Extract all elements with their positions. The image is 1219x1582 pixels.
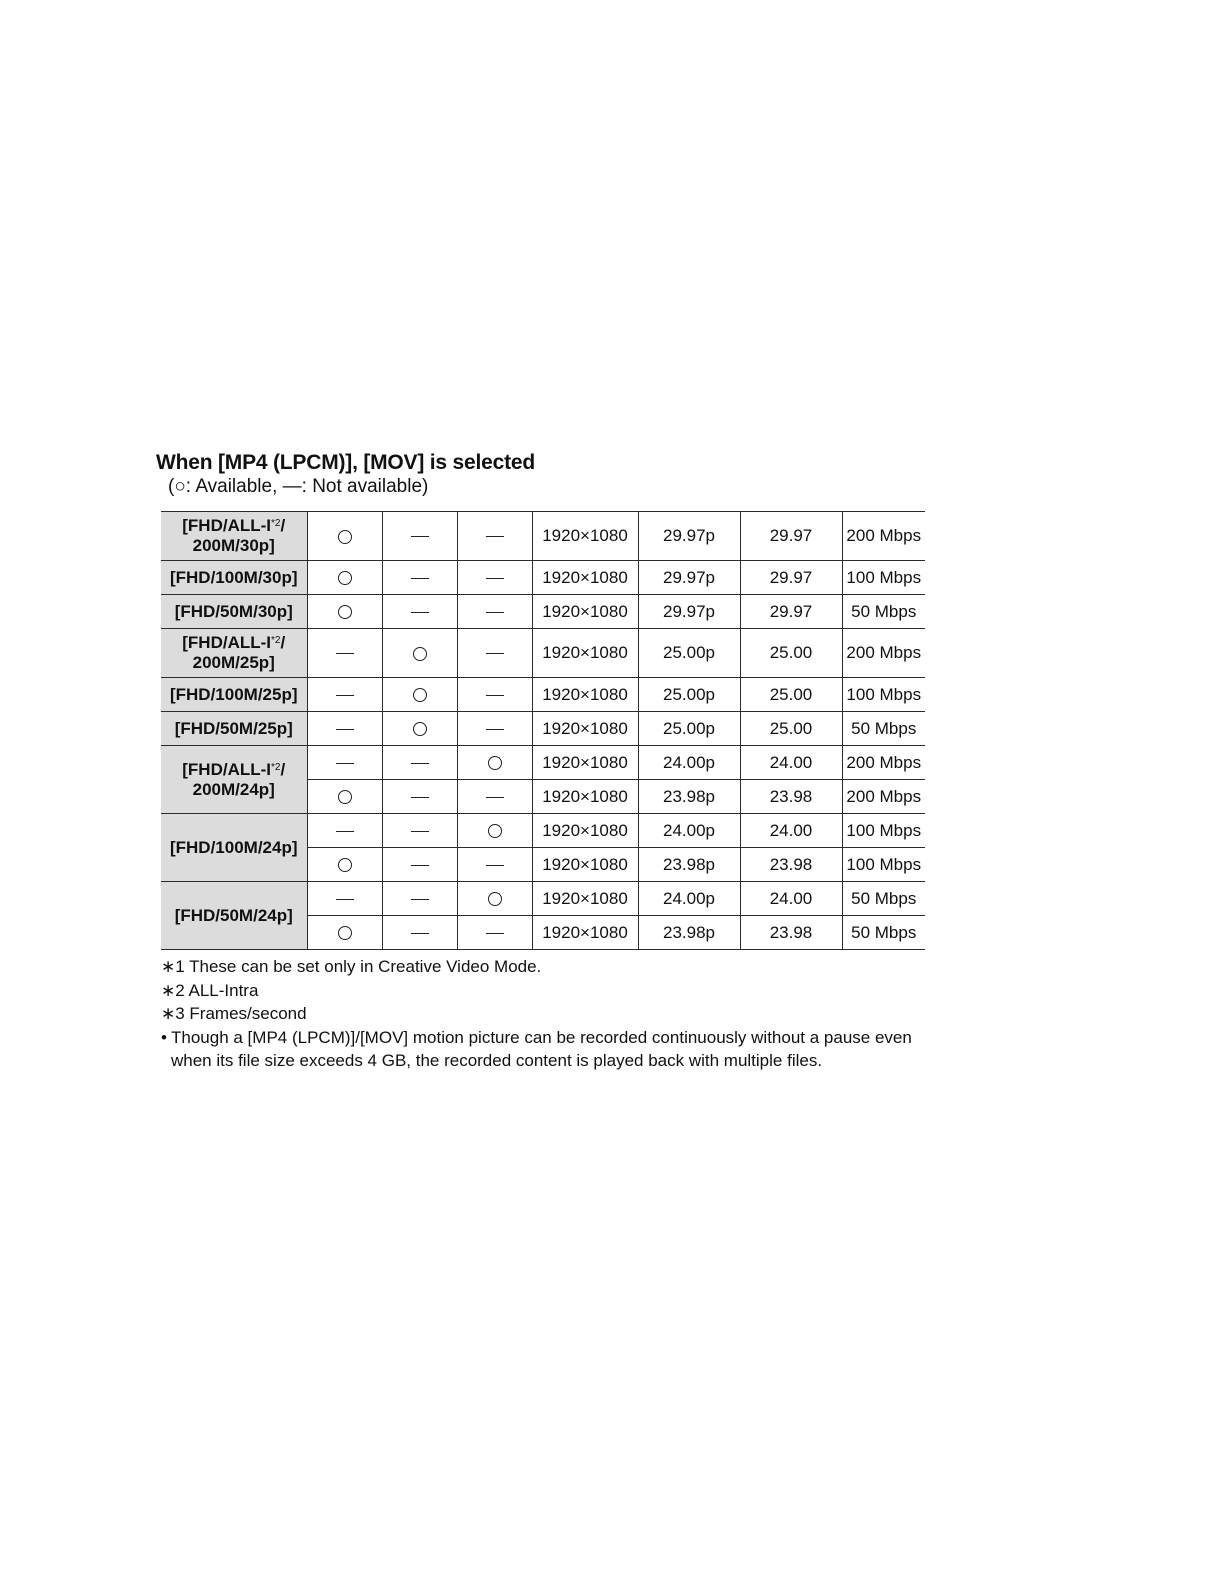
format-name-cell <box>161 678 307 712</box>
available-icon <box>338 926 352 940</box>
bitrate-cell: 200 Mbps <box>842 780 925 814</box>
available-icon <box>413 647 427 661</box>
not-available-icon <box>411 763 429 764</box>
available-icon <box>413 688 427 702</box>
format-name: [FHD/50M/25p] <box>174 718 293 738</box>
table-row <box>161 561 925 595</box>
availability-cell-2 <box>382 512 457 561</box>
fps-cell: 23.98 <box>740 916 842 950</box>
not-available-icon <box>486 695 504 696</box>
fps-cell: 24.00 <box>740 882 842 916</box>
availability-cell-2 <box>382 814 457 848</box>
format-name: [FHD/100M/30p] <box>169 567 298 587</box>
frame-rate-cell: 25.00p <box>638 629 740 678</box>
bitrate-cell: 100 Mbps <box>842 814 925 848</box>
availability-cell-3 <box>457 712 532 746</box>
format-name-cell <box>161 746 307 814</box>
not-available-icon <box>411 899 429 900</box>
recording-spec-table <box>161 511 925 950</box>
frame-rate-cell: 23.98p <box>638 780 740 814</box>
not-available-icon <box>486 729 504 730</box>
available-icon <box>338 858 352 872</box>
table-body <box>161 512 925 950</box>
frame-rate-cell: 25.00p <box>638 678 740 712</box>
resolution-cell: 1920×1080 <box>532 746 638 780</box>
not-available-icon <box>411 612 429 613</box>
table-row <box>161 512 925 561</box>
available-icon <box>413 722 427 736</box>
fps-cell: 29.97 <box>740 561 842 595</box>
bitrate-cell: 200 Mbps <box>842 629 925 678</box>
availability-cell-1 <box>307 629 382 678</box>
table-row <box>161 629 925 678</box>
format-name-rate: 200M/25p] <box>192 653 275 672</box>
table-row <box>161 595 925 629</box>
availability-cell-3 <box>457 814 532 848</box>
not-available-icon <box>336 729 354 730</box>
availability-cell-1 <box>307 712 382 746</box>
availability-cell-3 <box>457 595 532 629</box>
format-name-cell <box>161 629 307 678</box>
format-name: [FHD/50M/24p] <box>174 905 293 925</box>
symbol-legend: (○: Available, —: Not available) <box>168 476 429 497</box>
availability-cell-1 <box>307 848 382 882</box>
availability-cell-1 <box>307 561 382 595</box>
fps-cell: 24.00 <box>740 746 842 780</box>
format-name: [FHD/50M/30p] <box>174 601 293 621</box>
bitrate-cell: 100 Mbps <box>842 848 925 882</box>
frame-rate-cell: 23.98p <box>638 916 740 950</box>
bullet-note-text: Though a [MP4 (LPCM)]/[MOV] motion picture can be recorded continuously without a pause even when its file size exceeds 4 GB, the recorded content is played back with multiple files. <box>171 1027 912 1070</box>
not-available-icon <box>336 653 354 654</box>
format-name-cell <box>161 882 307 950</box>
resolution-cell: 1920×1080 <box>532 678 638 712</box>
available-icon <box>338 571 352 585</box>
footnote-ref: *2 <box>271 518 281 529</box>
footnote-ref: *2 <box>271 761 281 773</box>
format-name-sep: / <box>280 759 286 779</box>
availability-cell-1 <box>307 916 382 950</box>
not-available-icon <box>486 653 504 654</box>
format-name: [FHD/ALL-I <box>182 516 272 535</box>
fps-cell: 25.00 <box>740 712 842 746</box>
fps-cell: 25.00 <box>740 629 842 678</box>
not-available-icon <box>411 933 429 934</box>
bitrate-cell: 100 Mbps <box>842 678 925 712</box>
format-name-cell <box>161 595 307 629</box>
not-available-icon <box>336 899 354 900</box>
table-row <box>161 746 925 780</box>
not-available-icon <box>411 865 429 866</box>
frame-rate-cell: 24.00p <box>638 814 740 848</box>
availability-cell-1 <box>307 678 382 712</box>
bitrate-cell: 50 Mbps <box>842 882 925 916</box>
footnote-3: ∗3 Frames/second <box>161 1004 307 1023</box>
table-row <box>161 814 925 848</box>
availability-cell-1 <box>307 746 382 780</box>
fps-cell: 23.98 <box>740 780 842 814</box>
fps-cell: 23.98 <box>740 848 842 882</box>
format-name-cell <box>161 561 307 595</box>
format-name-cell <box>161 512 307 561</box>
footnote-1: ∗1 These can be set only in Creative Video Mode. <box>161 957 542 976</box>
bitrate-cell: 50 Mbps <box>842 712 925 746</box>
format-name: [FHD/100M/25p] <box>169 684 298 704</box>
not-available-icon <box>486 865 504 866</box>
availability-cell-1 <box>307 814 382 848</box>
not-available-icon <box>486 797 504 798</box>
resolution-cell: 1920×1080 <box>532 882 638 916</box>
available-icon <box>488 824 502 838</box>
format-name-cell <box>161 814 307 882</box>
availability-cell-3 <box>457 780 532 814</box>
frame-rate-cell: 25.00p <box>638 712 740 746</box>
frame-rate-cell: 29.97p <box>638 561 740 595</box>
bitrate-cell: 200 Mbps <box>842 746 925 780</box>
frame-rate-cell: 24.00p <box>638 882 740 916</box>
availability-cell-2 <box>382 712 457 746</box>
availability-cell-3 <box>457 512 532 561</box>
table-row <box>161 678 925 712</box>
format-name-rate: 200M/30p] <box>192 536 275 555</box>
format-name: [FHD/100M/24p] <box>169 837 298 857</box>
footnote-2: ∗2 ALL-Intra <box>161 980 259 1000</box>
resolution-cell: 1920×1080 <box>532 848 638 882</box>
fps-cell: 29.97 <box>740 512 842 561</box>
not-available-icon <box>486 578 504 579</box>
availability-cell-2 <box>382 882 457 916</box>
availability-cell-2 <box>382 678 457 712</box>
resolution-cell: 1920×1080 <box>532 629 638 678</box>
bitrate-cell: 50 Mbps <box>842 595 925 629</box>
fps-cell: 24.00 <box>740 814 842 848</box>
bitrate-cell: 200 Mbps <box>842 512 925 561</box>
not-available-icon <box>486 933 504 934</box>
fps-cell: 25.00 <box>740 678 842 712</box>
availability-cell-2 <box>382 629 457 678</box>
availability-cell-2 <box>382 746 457 780</box>
format-name-rate: 200M/24p] <box>192 779 275 799</box>
not-available-icon <box>411 831 429 832</box>
available-icon <box>338 605 352 619</box>
not-available-icon <box>486 612 504 613</box>
resolution-cell: 1920×1080 <box>532 712 638 746</box>
fps-cell: 29.97 <box>740 595 842 629</box>
availability-cell-2 <box>382 848 457 882</box>
resolution-cell: 1920×1080 <box>532 916 638 950</box>
frame-rate-cell: 24.00p <box>638 746 740 780</box>
availability-cell-1 <box>307 780 382 814</box>
not-available-icon <box>336 831 354 832</box>
bullet-note <box>161 1026 921 1073</box>
bullet-mark: • <box>161 1027 167 1047</box>
availability-cell-3 <box>457 848 532 882</box>
resolution-cell: 1920×1080 <box>532 780 638 814</box>
resolution-cell: 1920×1080 <box>532 561 638 595</box>
not-available-icon <box>411 797 429 798</box>
format-name-cell <box>161 712 307 746</box>
format-name-sep: / <box>280 516 286 535</box>
availability-cell-2 <box>382 780 457 814</box>
resolution-cell: 1920×1080 <box>532 512 638 561</box>
available-icon <box>338 790 352 804</box>
availability-cell-1 <box>307 512 382 561</box>
availability-cell-3 <box>457 678 532 712</box>
not-available-icon <box>336 763 354 764</box>
table-row <box>161 712 925 746</box>
availability-cell-2 <box>382 916 457 950</box>
available-icon <box>488 892 502 906</box>
availability-cell-1 <box>307 595 382 629</box>
format-name: [FHD/ALL-I <box>182 633 272 652</box>
frame-rate-cell: 29.97p <box>638 512 740 561</box>
available-icon <box>338 530 352 544</box>
availability-cell-3 <box>457 916 532 950</box>
not-available-icon <box>411 536 429 537</box>
footnotes <box>161 955 921 1073</box>
not-available-icon <box>336 695 354 696</box>
resolution-cell: 1920×1080 <box>532 595 638 629</box>
frame-rate-cell: 23.98p <box>638 848 740 882</box>
frame-rate-cell: 29.97p <box>638 595 740 629</box>
format-name-sep: / <box>280 633 286 652</box>
resolution-cell: 1920×1080 <box>532 814 638 848</box>
format-name: [FHD/ALL-I <box>182 759 272 779</box>
not-available-icon <box>486 536 504 537</box>
availability-cell-2 <box>382 595 457 629</box>
availability-cell-2 <box>382 561 457 595</box>
section-heading: When [MP4 (LPCM)], [MOV] is selected <box>156 451 535 474</box>
footnote-ref: *2 <box>271 635 281 646</box>
table-row <box>161 882 925 916</box>
availability-cell-1 <box>307 882 382 916</box>
availability-cell-3 <box>457 746 532 780</box>
availability-cell-3 <box>457 882 532 916</box>
availability-cell-3 <box>457 629 532 678</box>
bitrate-cell: 50 Mbps <box>842 916 925 950</box>
available-icon <box>488 756 502 770</box>
availability-cell-3 <box>457 561 532 595</box>
not-available-icon <box>411 578 429 579</box>
bitrate-cell: 100 Mbps <box>842 561 925 595</box>
